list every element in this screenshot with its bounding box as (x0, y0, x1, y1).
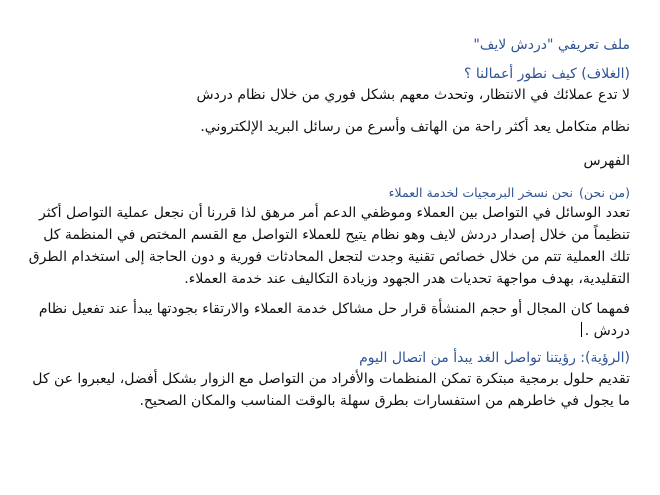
vision-paragraph: تقديم حلول برمجية مبتكرة تمكن المنظمات والأفراد من التواصل مع الزوار بشكل أفضل، ليعبروا عن كل ما يجول في خاطرهم من استفسارات بطرق سهلة بالوقت المناسب والمكان الصحيح. (32, 371, 630, 409)
cover-heading: (الغلاف) كيف نطور أعمالنا ؟ (463, 66, 630, 82)
about-heading (24, 184, 630, 202)
cover-line-1: لا تدع عملائك في الانتظار، وتحدث معهم بشكل فوري من خلال نظام دردش (196, 87, 630, 103)
about-paragraph-2-text: فمهما كان المجال أو حجم المنشأة قرار حل مشاكل خدمة العملاء والارتقاء بجودتها يبدأ عند تفعيل نظام دردش . (38, 301, 630, 339)
about-paragraph: تعدد الوسائل في التواصل بين العملاء وموظفي الدعم أمر مرهق لذا قررنا أن نجعل عملية التواصل أكثر تنظيماً من خلال إصدار دردش لايف وهو نظام يتيح للعملاء التواصل مع القسم المختص في المنظمة كل تلك العملية تتم من خلال خصائص تقنية وجدت لتجعل المحادثات فورية و دون الحاجة إلى استخدام الطرق التقليدية، بهدف مواجهة تحديات هدر الجهود وزيادة التكاليف عند خدمة العملاء. (28, 205, 630, 287)
about-heading-lead: (من نحن) (578, 185, 630, 200)
index-label: الفهرس (583, 153, 630, 169)
document-title: ملف تعريفي "دردش لايف" (473, 37, 630, 53)
cover-line-2: نظام متكامل يعد أكثر راحة من الهاتف وأسرع من رسائل البريد الإلكتروني. (200, 119, 630, 135)
about-paragraph-2 (24, 298, 630, 342)
text-cursor (581, 322, 582, 337)
about-heading-rest: نحن نسخر البرمجيات لخدمة العملاء (388, 185, 573, 200)
vision-heading: (الرؤية): رؤيتنا تواصل الغد يبدأ من اتصال اليوم (359, 350, 630, 366)
